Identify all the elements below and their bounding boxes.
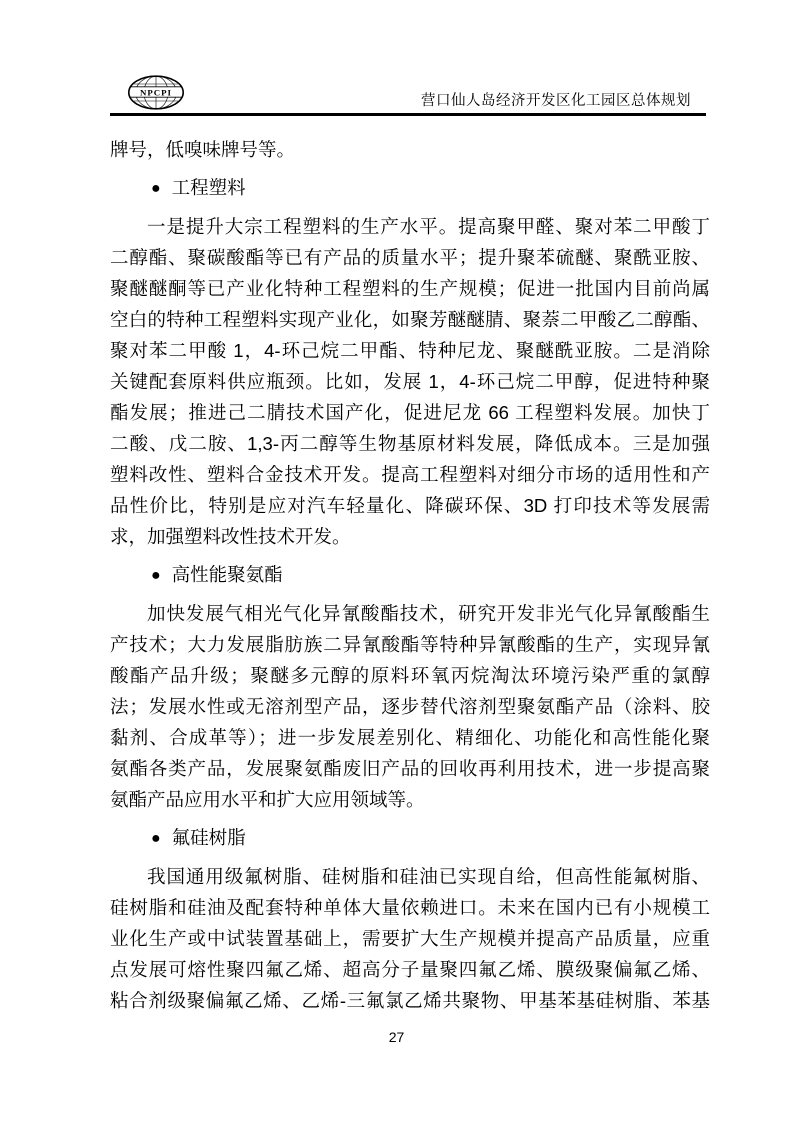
paragraph-line: 产技术；大力发展脂肪族二异氰酸酯等特种异氰酸酯的生产，实现异氰: [110, 634, 710, 655]
header-divider-rule: [110, 113, 706, 116]
paragraph-line: 聚对苯二甲酸 1，4-环己烷二甲酯、特种尼龙、聚醚酰亚胺。二是消除: [110, 340, 710, 361]
page-number: 27: [388, 1029, 405, 1045]
paragraph-line: 塑料改性、塑料合金技术开发。提高工程塑料对细分市场的适用性和产: [110, 464, 710, 485]
bullet-dot-icon: ●: [151, 830, 161, 847]
document-header-title: 营口仙人岛经济开发区化工园区总体规划: [421, 93, 691, 109]
paragraph-line: 氨酯各类产品，发展聚氨酯废旧产品的回收再利用技术，进一步提高聚: [110, 758, 710, 779]
paragraph-line: 一是提升大宗工程塑料的生产水平。提高聚甲醛、聚对苯二甲酸丁: [147, 216, 710, 237]
paragraph-line: 关键配套原料供应瓶颈。比如，发展 1，4-环己烷二甲醇，促进特种聚: [110, 371, 710, 392]
paragraph-line: 业化生产或中试装置基础上，需要扩大生产规模并提高产品质量，应重: [110, 928, 710, 949]
paragraph-line: 加快发展气相光气化异氰酸酯技术，研究开发非光气化异氰酸酯生: [147, 603, 710, 624]
paragraph-line: 黏剂、合成革等）；进一步发展差别化、精细化、功能化和高性能化聚: [110, 727, 710, 748]
bullet-heading: [110, 172, 710, 204]
paragraph-line: 品性价比，特别是应对汽车轻量化、降碳环保、3D 打印技术等发展需: [110, 495, 710, 516]
paragraph-line: 法；发展水性或无溶剂型产品，逐步替代溶剂型聚氨酯产品（涂料、胶: [110, 696, 710, 717]
paragraph-line: 求，加强塑料改性技术开发。: [110, 526, 351, 547]
paragraph-line: 酯发展；推进己二腈技术国产化，促进尼龙 66 工程塑料发展。加快丁: [110, 402, 710, 423]
paragraph-line: 点发展可熔性聚四氟乙烯、超高分子量聚四氟乙烯、膜级聚偏氟乙烯、: [110, 959, 710, 980]
paragraph-line: 聚醚醚酮等已产业化特种工程塑料的生产规模；促进一批国内目前尚属: [110, 278, 710, 299]
paragraph-line: 硅树脂和硅油及配套特种单体大量依赖进口。未来在国内已有小规模工: [110, 897, 710, 918]
bullet-dot-icon: ●: [151, 567, 161, 584]
paragraph-line: 酸酯产品升级；聚醚多元醇的原料环氧丙烷淘汰环境污染严重的氯醇: [110, 665, 710, 686]
paragraph-line: 空白的特种工程塑料实现产业化，如聚芳醚醚腈、聚萘二甲酸乙二醇酯、: [110, 309, 710, 330]
paragraph-line: 二酸、戊二胺、1,3-丙二醇等生物基原材料发展，降低成本。三是加强: [110, 433, 710, 454]
bullet-heading-label: 工程塑料: [171, 177, 246, 198]
paragraph-line: 氨酯产品应用水平和扩大应用领域等。: [110, 789, 425, 810]
bullet-heading-label: 高性能聚氨酯: [171, 564, 283, 585]
npcpi-globe-logo-icon: [127, 73, 185, 118]
paragraph-line: 二醇酯、聚碳酸酯等已有产品的质量水平；提升聚苯硫醚、聚酰亚胺、: [110, 247, 710, 268]
bullet-heading-label: 氟硅树脂: [171, 827, 246, 848]
paragraph-line: 粘合剂级聚偏氟乙烯、乙烯-三氟氯乙烯共聚物、甲基苯基硅树脂、苯基: [110, 990, 710, 1011]
paragraph-line: 我国通用级氟树脂、硅树脂和硅油已实现自给，但高性能氟树脂、: [147, 866, 710, 887]
logo-text: NPCPI: [140, 87, 172, 98]
bullet-dot-icon: ●: [151, 180, 161, 197]
bullet-heading: [110, 822, 710, 854]
document-body: [110, 134, 710, 1016]
bullet-heading: [110, 559, 710, 591]
paragraph-continuation-line: 牌号，低嗅味牌号等。: [110, 139, 296, 160]
